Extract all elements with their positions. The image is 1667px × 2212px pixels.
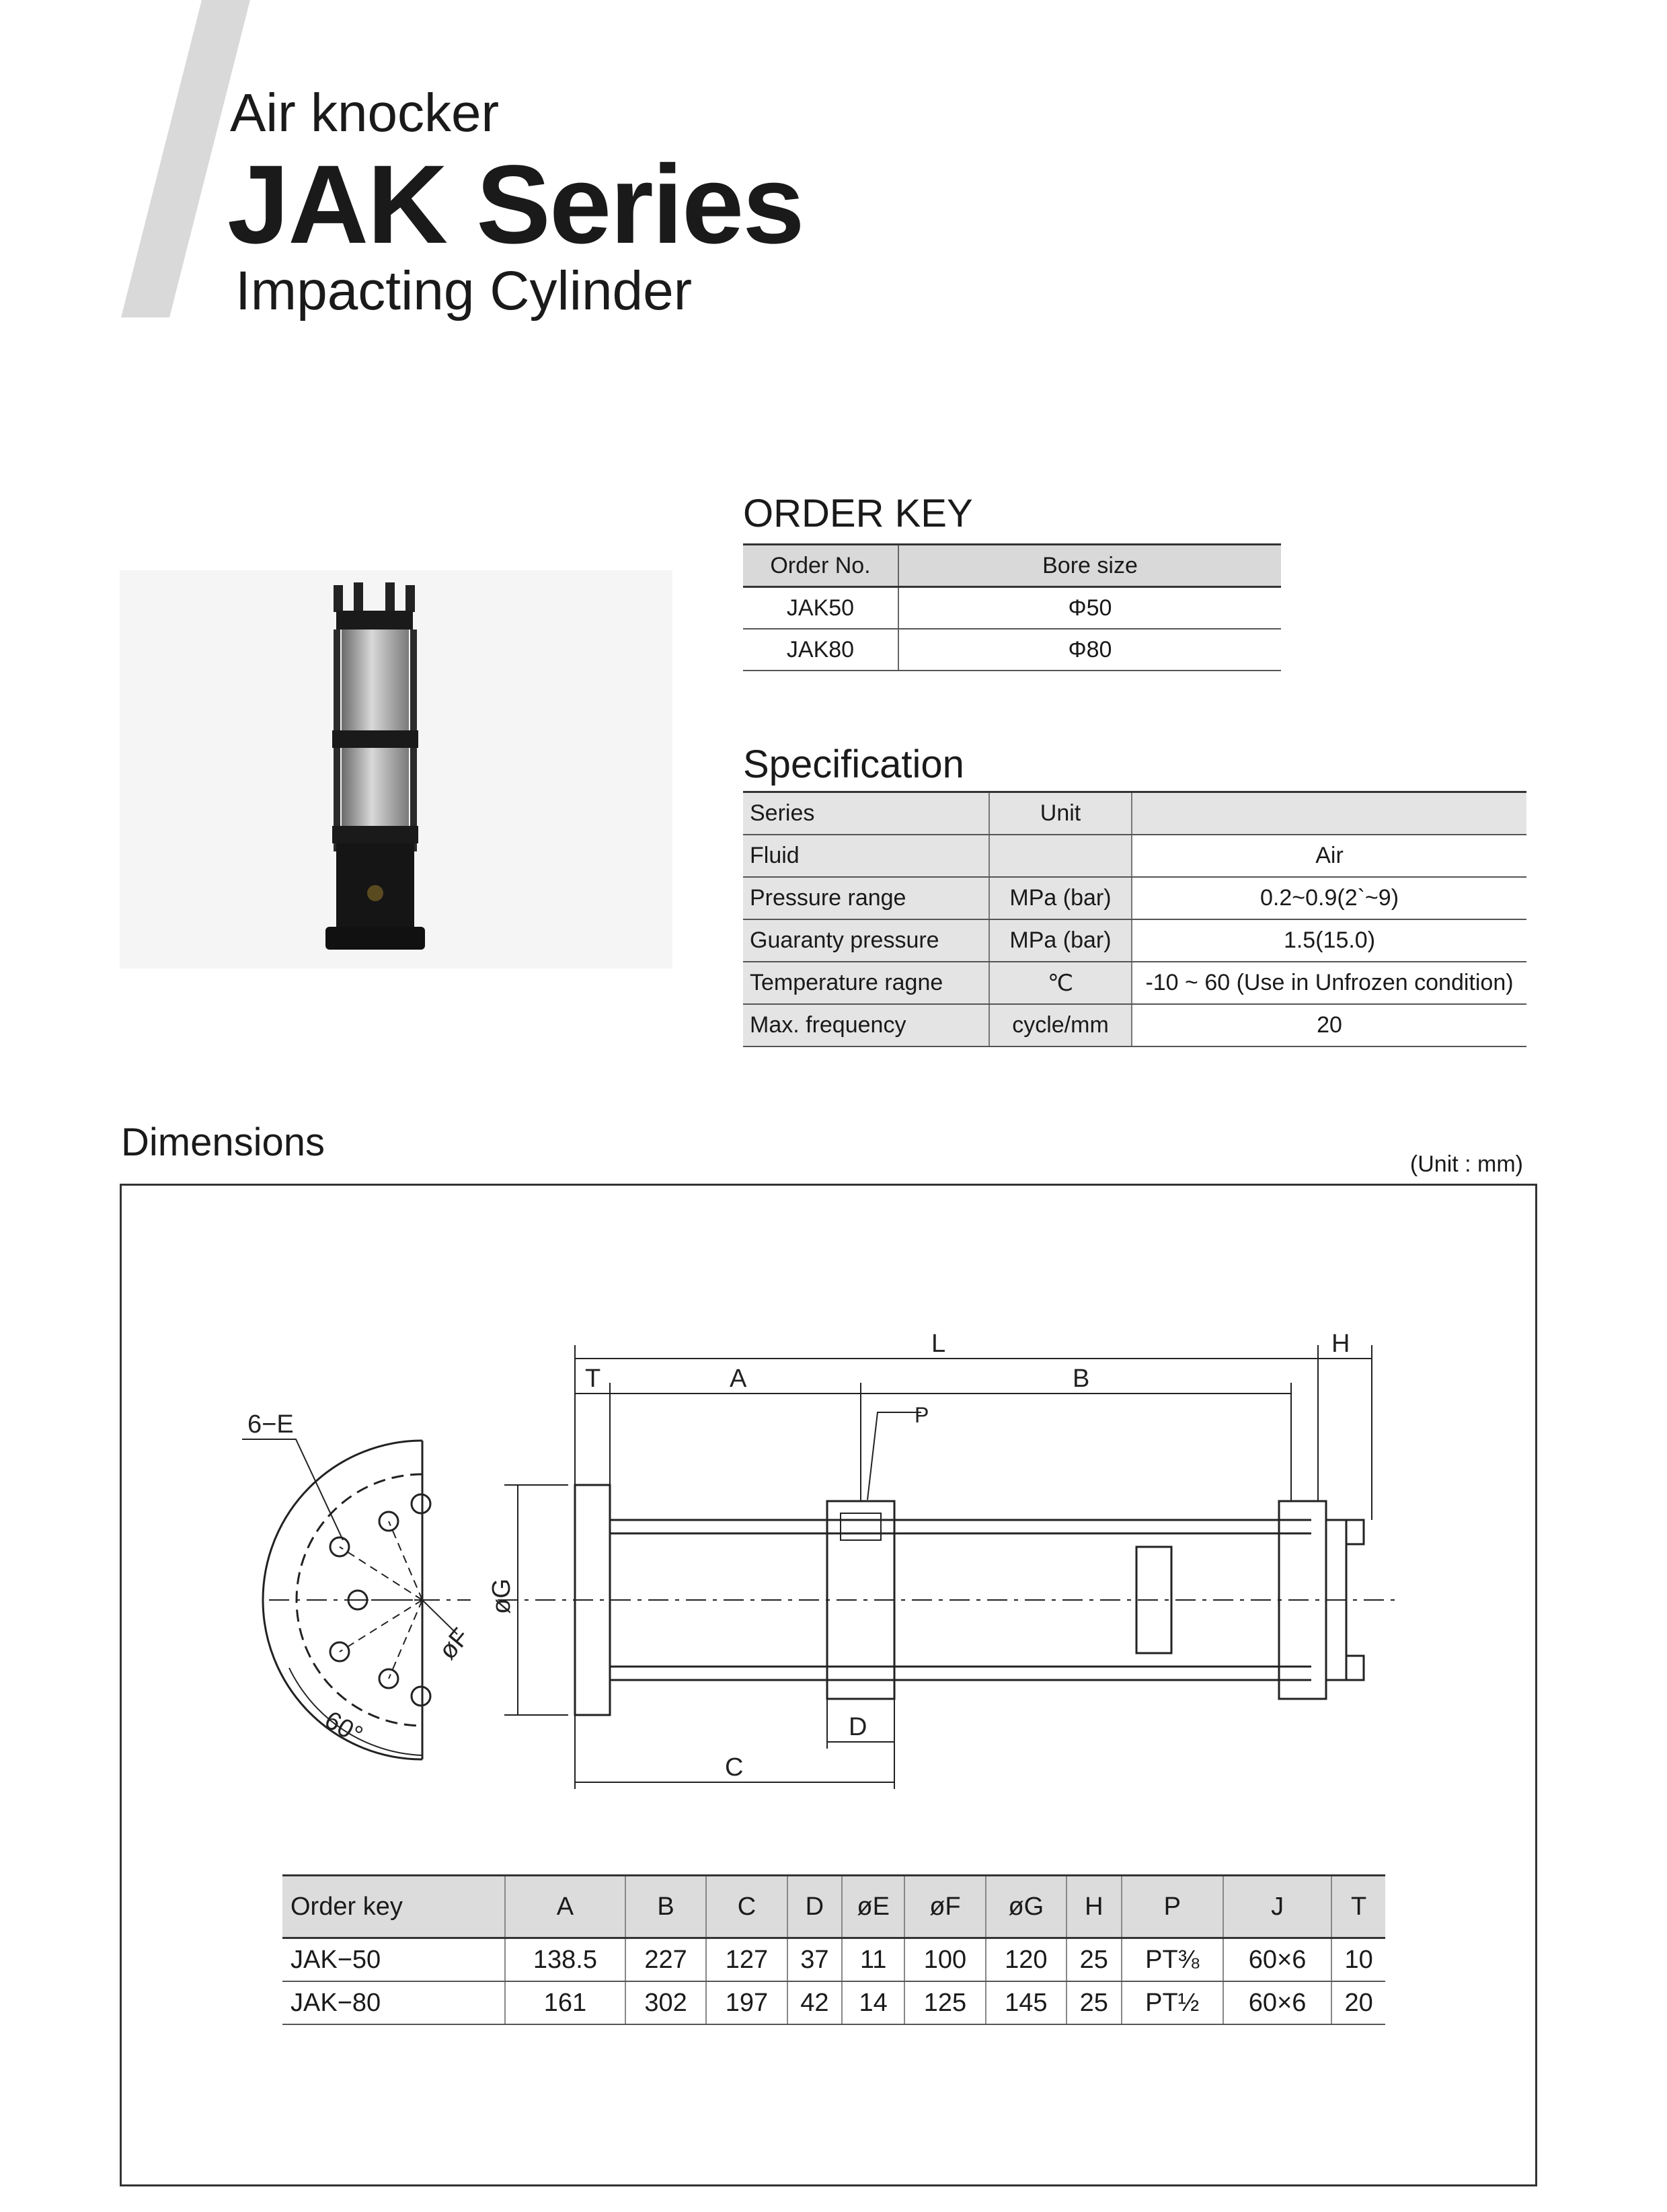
column-header: A <box>505 1876 625 1938</box>
table-row <box>743 877 1526 919</box>
column-header: øF <box>904 1876 985 1938</box>
label-G: øG <box>488 1578 516 1614</box>
product-description: Impacting Cylinder <box>235 260 693 321</box>
column-header: C <box>706 1876 787 1938</box>
spec-value: 1.5(15.0) <box>1132 919 1526 962</box>
bore-size-cell: Φ50 <box>898 587 1281 630</box>
spec-unit: MPa (bar) <box>989 877 1132 919</box>
label-T: T <box>585 1365 601 1393</box>
table-cell: PT½ <box>1122 1981 1223 2024</box>
product-subtitle: Air knocker <box>230 83 500 143</box>
spec-unit: MPa (bar) <box>989 919 1132 962</box>
column-header: Order key <box>282 1876 505 1938</box>
dimension-drawing <box>229 1318 1412 1802</box>
column-header: P <box>1122 1876 1223 1938</box>
table-row <box>743 962 1526 1004</box>
spec-label: Fluid <box>743 835 989 877</box>
order-no-cell: JAK80 <box>743 629 898 671</box>
table-cell: 14 <box>842 1981 904 2024</box>
label-H: H <box>1331 1330 1350 1358</box>
table-cell: 60×6 <box>1223 1938 1331 1982</box>
specification-heading: Specification <box>743 742 964 786</box>
bore-size-cell: Φ80 <box>898 629 1281 671</box>
label-E: 6−E <box>247 1410 294 1439</box>
spec-value: 0.2~0.9(2`~9) <box>1132 877 1526 919</box>
spec-unit: ℃ <box>989 962 1132 1004</box>
table-row <box>743 1004 1526 1046</box>
table-row <box>282 1981 1385 2024</box>
table-cell: 227 <box>625 1938 706 1982</box>
spec-label: Max. frequency <box>743 1004 989 1046</box>
table-cell: 20 <box>1331 1981 1385 2024</box>
order-key-heading: ORDER KEY <box>743 492 973 535</box>
flange-side-view <box>242 1439 471 1759</box>
column-header: D <box>787 1876 843 1938</box>
cylinder-photo-illustration <box>120 570 672 968</box>
label-A: A <box>730 1365 747 1393</box>
product-photo <box>120 570 672 968</box>
table-cell: JAK−80 <box>282 1981 505 2024</box>
label-D: D <box>849 1713 867 1741</box>
table-cell: 138.5 <box>505 1938 625 1982</box>
table-cell: 37 <box>787 1938 843 1982</box>
table-cell: 197 <box>706 1981 787 2024</box>
table-cell: 120 <box>986 1938 1067 1982</box>
cylinder-side-view <box>498 1485 1399 1715</box>
label-L: L <box>931 1330 946 1358</box>
table-cell: 145 <box>986 1981 1067 2024</box>
order-key-table <box>743 543 1281 671</box>
label-P: P <box>915 1403 929 1427</box>
column-header: øG <box>986 1876 1067 1938</box>
table-cell: 10 <box>1331 1938 1385 1982</box>
table-cell: 25 <box>1067 1981 1122 2024</box>
column-header: Bore size <box>898 545 1281 587</box>
table-row <box>743 587 1281 630</box>
label-angle: 60° <box>319 1706 368 1750</box>
spec-unit-header: Unit <box>989 792 1132 835</box>
column-header: H <box>1067 1876 1122 1938</box>
label-B: B <box>1073 1365 1090 1393</box>
spec-unit <box>989 835 1132 877</box>
table-header-row <box>282 1876 1385 1938</box>
table-cell: PT⅜ <box>1122 1938 1223 1982</box>
table-cell: JAK−50 <box>282 1938 505 1982</box>
product-title: JAK Series <box>227 143 804 267</box>
table-cell: 127 <box>706 1938 787 1982</box>
table-row <box>743 919 1526 962</box>
spec-value: Air <box>1132 835 1526 877</box>
table-cell: 60×6 <box>1223 1981 1331 2024</box>
dimension-table <box>282 1874 1385 2025</box>
table-cell: 302 <box>625 1981 706 2024</box>
table-header-row <box>743 545 1281 587</box>
specification-table <box>743 791 1526 1047</box>
table-cell: 161 <box>505 1981 625 2024</box>
column-header: øE <box>842 1876 904 1938</box>
table-cell: 125 <box>904 1981 985 2024</box>
dimensions-heading: Dimensions <box>121 1120 325 1164</box>
header-slash-decoration <box>0 0 256 323</box>
spec-label-header: Series <box>743 792 989 835</box>
spec-value: -10 ~ 60 (Use in Unfrozen condition) <box>1132 962 1526 1004</box>
spec-label: Temperature ragne <box>743 962 989 1004</box>
column-header: B <box>625 1876 706 1938</box>
table-row <box>743 629 1281 671</box>
column-header: J <box>1223 1876 1331 1938</box>
spec-label: Pressure range <box>743 877 989 919</box>
spec-value-header <box>1132 792 1526 835</box>
column-header: T <box>1331 1876 1385 1938</box>
table-cell: 100 <box>904 1938 985 1982</box>
spec-label: Guaranty pressure <box>743 919 989 962</box>
order-no-cell: JAK50 <box>743 587 898 630</box>
table-header-row <box>743 792 1526 835</box>
column-header: Order No. <box>743 545 898 587</box>
label-F: øF <box>433 1623 475 1665</box>
spec-unit: cycle/mm <box>989 1004 1132 1046</box>
table-cell: 42 <box>787 1981 843 2024</box>
table-cell: 25 <box>1067 1938 1122 1982</box>
table-row <box>743 835 1526 877</box>
table-cell: 11 <box>842 1938 904 1982</box>
table-row <box>282 1938 1385 1982</box>
spec-value: 20 <box>1132 1004 1526 1046</box>
unit-note: (Unit : mm) <box>1409 1151 1523 1177</box>
label-C: C <box>725 1753 744 1782</box>
